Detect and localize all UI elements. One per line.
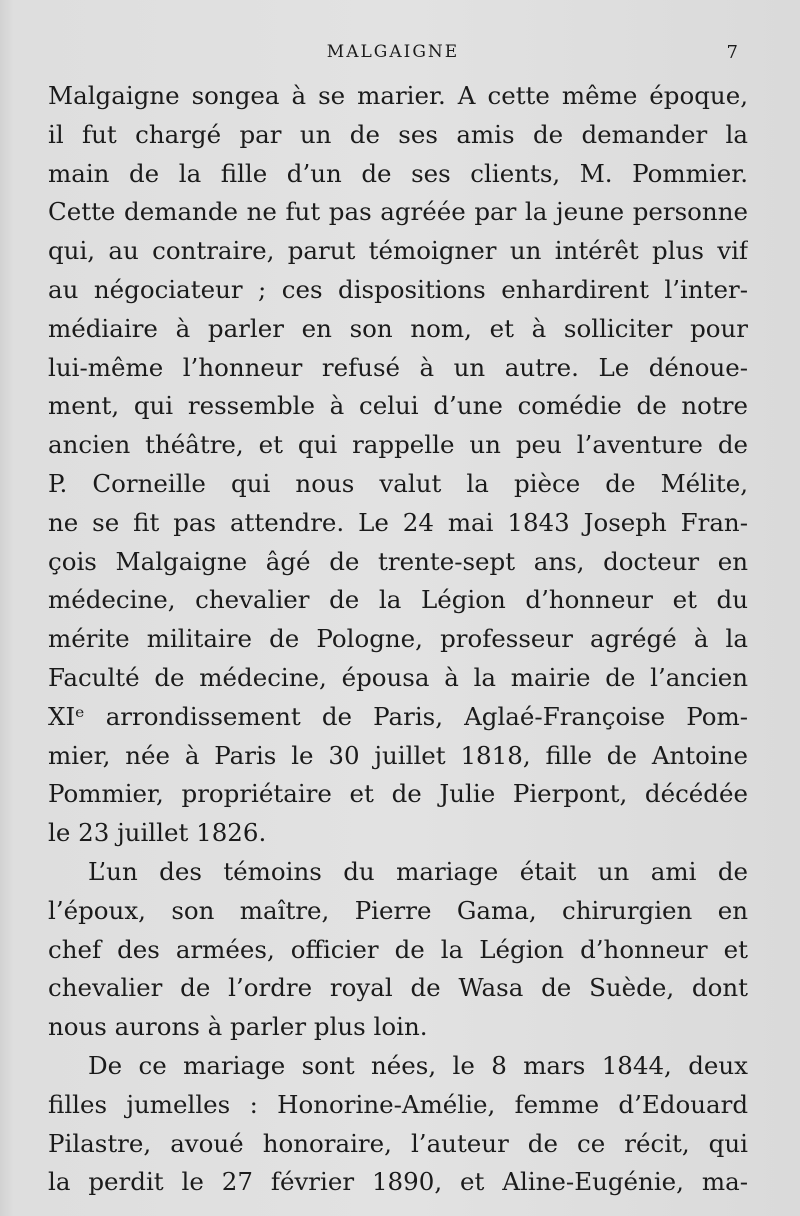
text-line: L’un des témoins du mariage était un ami de xyxy=(88,856,748,886)
text-line: il fut chargé par un de ses amis de demander la xyxy=(48,119,748,149)
body-text xyxy=(48,77,748,1202)
text-line: main de la fille d’un de ses clients, M. Pommier. xyxy=(48,158,748,188)
text-line: De ce mariage sont nées, le 8 mars 1844, deux xyxy=(88,1050,748,1080)
text-line: médiaire à parler en son nom, et à solliciter pour xyxy=(48,313,748,343)
text-line: lui-même l’honneur refusé à un autre. Le dénoue- xyxy=(48,352,748,382)
text-line: Pommier, propriétaire et de Julie Pierpont, décédée xyxy=(48,779,748,809)
text-line: Cette demande ne fut pas agréée par la jeune personne xyxy=(48,197,748,227)
text-line: P. Corneille qui nous valut la pièce de Mélite, xyxy=(48,468,748,498)
text-line: nous aurons à parler plus loin. xyxy=(48,1012,428,1042)
text-line: Malgaigne songea à se marier. A cette même époque, xyxy=(48,81,748,110)
text-line: ancien théâtre, et qui rappelle un peu l’aventure de xyxy=(48,430,748,460)
text-line: chef des armées, officier de la Légion d’honneur et xyxy=(48,934,748,964)
page-header xyxy=(48,38,738,66)
text-line: XIᵉ arrondissement de Paris, Aglaé-Françoise Pom- xyxy=(48,701,748,731)
text-line: au négociateur ; ces dispositions enhardirent l’inter- xyxy=(48,274,748,304)
text-line: çois Malgaigne âgé de trente-sept ans, docteur en xyxy=(48,546,748,576)
text-line: ment, qui ressemble à celui d’une comédie de notre xyxy=(48,391,748,421)
text-line: ne se fit pas attendre. Le 24 mai 1843 Joseph Fran- xyxy=(48,507,748,537)
text-line: le 23 juillet 1826. xyxy=(48,818,267,848)
text-line: Pilastre, avoué honoraire, l’auteur de ce récit, qui xyxy=(48,1128,748,1158)
text-line: la perdit le 27 février 1890, et Aline-Eugénie, ma- xyxy=(48,1167,748,1197)
running-head: MALGAIGNE xyxy=(326,42,460,62)
text-line: médecine, chevalier de la Légion d’honneur et du xyxy=(48,585,748,615)
text-line: mérite militaire de Pologne, professeur agrégé à la xyxy=(48,624,748,654)
text-line: l’époux, son maître, Pierre Gama, chirurgien en xyxy=(48,895,748,925)
text-line: qui, au contraire, parut témoigner un intérêt plus vif xyxy=(48,236,748,266)
text-line: Faculté de médecine, épousa à la mairie de l’ancien xyxy=(48,662,748,692)
page-number: 7 xyxy=(726,42,738,63)
text-line: chevalier de l’ordre royal de Wasa de Suède, dont xyxy=(48,973,748,1003)
text-line: filles jumelles : Honorine-Amélie, femme d’Edouard xyxy=(48,1089,748,1119)
text-line: mier, née à Paris le 30 juillet 1818, fille de Antoine xyxy=(48,740,748,770)
